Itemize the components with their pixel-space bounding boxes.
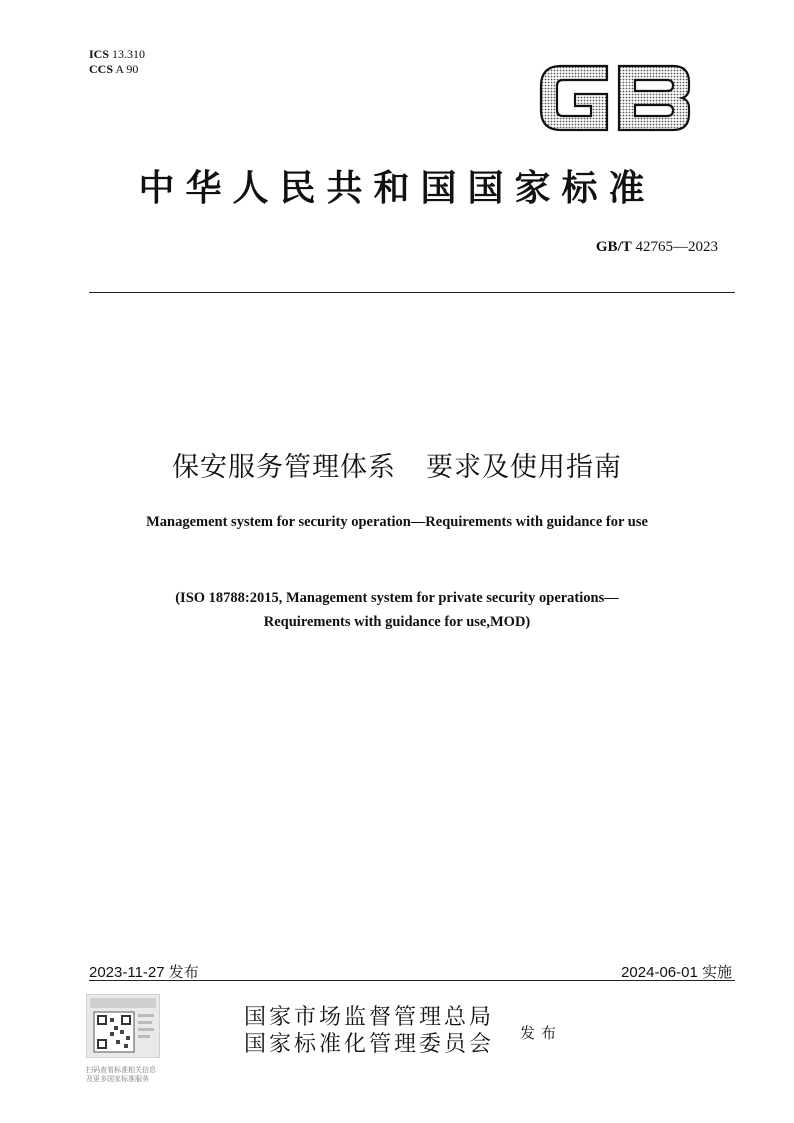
- title-chinese-part1: 保安服务管理体系: [172, 452, 396, 483]
- implementation-date: 2024-06-01 实施: [621, 964, 732, 981]
- ccs-code: [89, 62, 145, 77]
- issuer-sac: 国家标准化管理委员会: [244, 1032, 495, 1057]
- standard-number-value: 42765—2023: [635, 239, 718, 255]
- classification-codes: [89, 47, 145, 77]
- bottom-divider: [89, 980, 735, 981]
- standard-number: [596, 239, 718, 256]
- standard-type-heading: 中华人民共和国国家标准: [138, 167, 656, 209]
- iso-reference-line1: (ISO 18788:2015, Management system for private security operations—: [175, 590, 619, 606]
- qr-caption-line1: 扫码查看标准相关信息: [86, 1066, 156, 1074]
- qr-code-icon: [86, 994, 160, 1058]
- issuer-samr: 国家市场监督管理总局: [244, 1005, 495, 1030]
- title-chinese: [0, 445, 794, 484]
- ccs-label: CCS: [89, 62, 114, 76]
- issue-action: 发布: [520, 1024, 563, 1042]
- gb-logo: [535, 60, 695, 136]
- ics-value: 13.310: [112, 47, 146, 61]
- issuing-authorities: [244, 1004, 494, 1058]
- issue-date: 2023-11-27 发布: [89, 964, 199, 981]
- iso-reference: [0, 586, 794, 634]
- qr-caption: [86, 1066, 176, 1084]
- qr-caption-line2: 及更多国家标准服务: [86, 1075, 149, 1083]
- standard-number-prefix: GB/T: [595, 239, 632, 255]
- iso-reference-line2: Requirements with guidance for use,MOD): [263, 614, 531, 630]
- title-english: Management system for security operation—Requirements with guidance for use: [146, 514, 648, 530]
- title-chinese-part2: 要求及使用指南: [426, 452, 622, 483]
- top-divider: [89, 292, 735, 293]
- ics-label: ICS: [89, 47, 110, 61]
- ccs-value: A 90: [115, 62, 139, 76]
- ics-code: [89, 47, 145, 62]
